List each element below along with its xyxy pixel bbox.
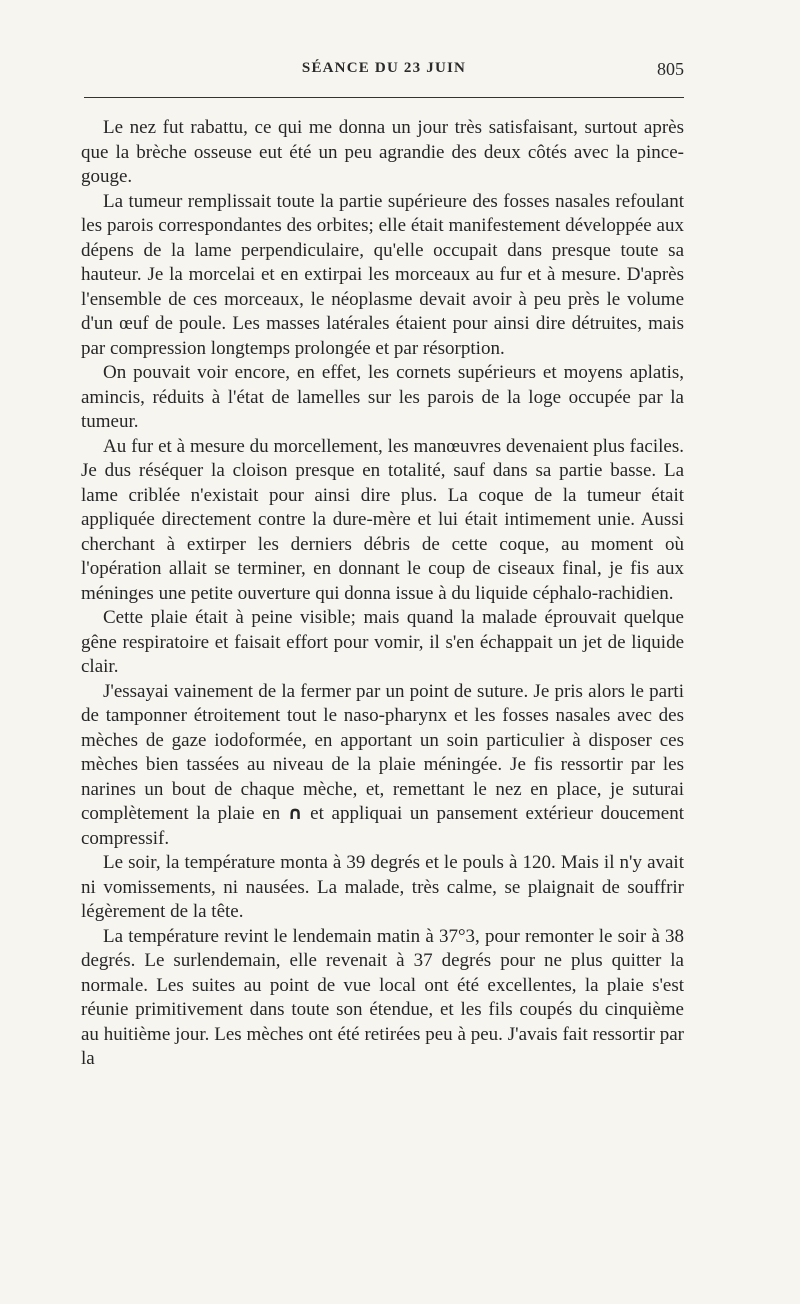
page-number: 805 (657, 59, 684, 79)
paragraph-1: Le nez fut rabattu, ce qui me donna un jour très satisfaisant, surtout après que la brèche osseuse eut été un peu agrandie des deux côtés avec la pince-gouge. (81, 117, 684, 187)
paragraph-6 (81, 680, 684, 852)
paragraph-7: Le soir, la température monta à 39 degrés et le pouls à 120. Mais il n'y avait ni vomissements, ni nausées. La malade, très calme, se plaignait de souffrir légèrement de la tête. (81, 852, 684, 922)
running-title: SÉANCE DU 23 JUIN (301, 60, 467, 76)
paragraph-8: La température revint le lendemain matin à 37°3, pour remonter le soir à 38 degrés. Le surlendemain, elle revenait à 37 degrés pour ne plus quitter la normale. Les suites au point de vue local ont été excellentes, la plaie s'est réunie primitivement dans toute son étendue, et les fils coupés du cinquième au huitième jour. Les mèches ont été retirées peu à peu. J'avais fait ressortir par la (81, 925, 684, 1069)
suture-symbol: ∩ (287, 803, 303, 824)
paragraph-6-text-after: et appliquai un pansement extérieur doucement compressif. (81, 803, 684, 849)
page-header (84, 60, 684, 86)
header-rule (84, 97, 684, 98)
paragraph-6-text-before: J'essayai vainement de la fermer par un point de suture. Je pris alors le parti de tamponner étroitement tout le naso-pharynx et les fosses nasales avec des mèches de gaze iodoformée, en apportant un soin particulier à disposer ces mèches bien tassées au niveau de la plaie méningée. Je fis ressortir par les narines un bout de chaque mèche, et, remettant le nez en place, je suturai complètement la plaie en (81, 680, 684, 824)
paragraph-3: On pouvait voir encore, en effet, les cornets supérieurs et moyens aplatis, amincis, réduits à l'état de lamelles sur les parois de la loge occupée par la tumeur. (81, 362, 684, 432)
body-text (81, 116, 684, 1072)
paragraph-4: Au fur et à mesure du morcellement, les manœuvres devenaient plus faciles. Je dus réséquer la cloison presque en totalité, sauf dans sa partie basse. La lame criblée n'existait pour ainsi dire plus. La coque de la tumeur était appliquée directement contre la dure-mère et lui était intimement unie. Aussi cherchant à extirper les derniers débris de cette coque, au moment où l'opération allait se terminer, en donnant le coup de ciseaux final, je fis aux méninges une petite ouverture qui donna issue à du liquide céphalo-rachidien. (81, 435, 684, 604)
paragraph-2: La tumeur remplissait toute la partie supérieure des fosses nasales refoulant les parois correspondantes des orbites; elle était manifestement développée aux dépens de la lame perpendiculaire, qu'elle occupait dans presque toute sa hauteur. Je la morcelai et en extirpai les morceaux au fur et à mesure. D'après l'ensemble de ces morceaux, le néoplasme devait avoir à peu près le volume d'un œuf de poule. Les masses latérales étaient pour ainsi dire détruites, mais par compression longtemps prolongée et par résorption. (81, 190, 684, 359)
paragraph-5: Cette plaie était à peine visible; mais quand la malade éprouvait quelque gêne respiratoire et faisait effort pour vomir, il s'en échappait un jet de liquide clair. (81, 607, 684, 677)
